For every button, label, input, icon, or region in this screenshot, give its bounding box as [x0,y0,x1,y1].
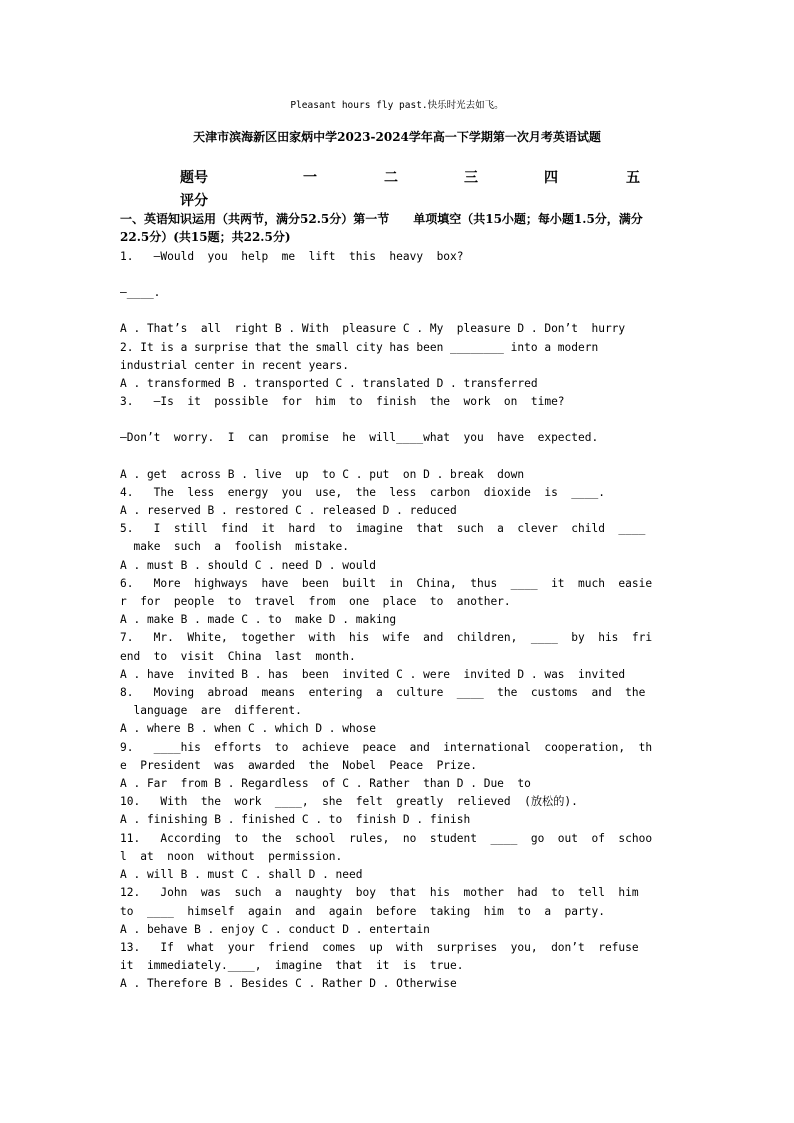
question-line: 6. More highways have been built in China, thus ____ it much easie [120,576,653,590]
question-line: 13. If what your friend comes up with surprises you, don’t refuse [120,940,639,954]
score-col-4: 四 [544,170,558,186]
question-line: 9. ____his efforts to achieve peace and international cooperation, th [120,740,653,754]
options-line: A . Therefore B . Besides C . Rather D . Otherwise [120,977,457,991]
question-line: end to visit China last month. [120,649,356,663]
question-line: 5. I still find it hard to imagine that such a clever child ____ [120,522,646,536]
question-line: it immediately.____, imagine that it is true. [120,959,464,973]
question-line: 7. Mr. White, together with his wife and children, ____ by his fri [120,631,653,645]
question-line: 4. The less energy you use, the less carbon dioxide is ____. [120,485,605,499]
question-line: —Don’t worry. I can promise he will____what you have expected. [120,431,599,445]
score-col-5: 五 [626,170,640,186]
options-line: A . must B . should C . need D . would [120,558,376,572]
question-line: r for people to travel from one place to another. [120,595,511,609]
question-line: 2. It is a surprise that the small city has been ________ into a modern [120,340,599,354]
options-line: A . get across B . live up to C . put on D . break down [120,467,525,481]
options-line: A . finishing B . finished C . to finish D . finish [120,813,471,827]
score-table-header [180,167,650,189]
score-col-3: 三 [464,170,478,186]
question-line: industrial center in recent years. [120,358,350,372]
exam-title: 天津市滨海新区田家炳中学2023-2024学年高一下学期第一次月考英语试题 [193,130,601,144]
question-line: l at noon without permission. [120,849,343,863]
question-line: 1. —Would you help me lift this heavy box? [120,250,464,263]
score-col-2: 二 [384,170,398,186]
question-line: 12. John was such a naughty boy that his mother had to tell him [120,886,639,900]
header-note: Pleasant hours fly past.快乐时光去如飞。 [290,100,504,111]
question-line: 8. Moving abroad means entering a culture ____ the customs and the [120,686,646,700]
options-line: A . where B . when C . which D . whose [120,722,376,736]
question-list [120,248,676,994]
section-heading: 一、英语知识运用（共两节，满分52.5分）第一节 单项填空（共15小题；每小题1.5分，满分22.5分）(共15题；共22.5分) [120,212,643,244]
question-line: language are different. [120,704,302,718]
score-col-label: 题号 [180,170,208,186]
options-line: A . have invited B . has been invited C . were invited D . was invited [120,667,626,681]
options-line: A . Far from B . Regardless of C . Rather than D . Due to [120,777,531,791]
question-line: 11. According to the school rules, no student ____ go out of schoo [120,831,653,845]
options-line: A . transformed B . transported C . translated D . transferred [120,377,538,391]
question-line: 10. With the work ____, she felt greatly relieved (放松的). [120,795,578,809]
question-line: 3. —Is it possible for him to finish the work on time? [120,395,565,409]
question-line: e President was awarded the Nobel Peace Prize. [120,758,477,772]
score-row-label: 评分 [180,193,208,209]
question-line: make such a foolish mistake. [120,540,350,554]
question-line: to ____ himself again and again before taking him to a party. [120,904,605,918]
score-col-1: 一 [303,170,317,186]
question-line: —____. [120,286,161,300]
options-line: A . behave B . enjoy C . conduct D . entertain [120,922,430,936]
options-line: A . make B . made C . to make D . making [120,613,397,627]
options-line: A . reserved B . restored C . released D . reduced [120,504,457,518]
options-line: A . will B . must C . shall D . need [120,868,363,882]
options-line: A . That’s all right B . With pleasure C . My pleasure D . Don’t hurry [120,322,626,336]
